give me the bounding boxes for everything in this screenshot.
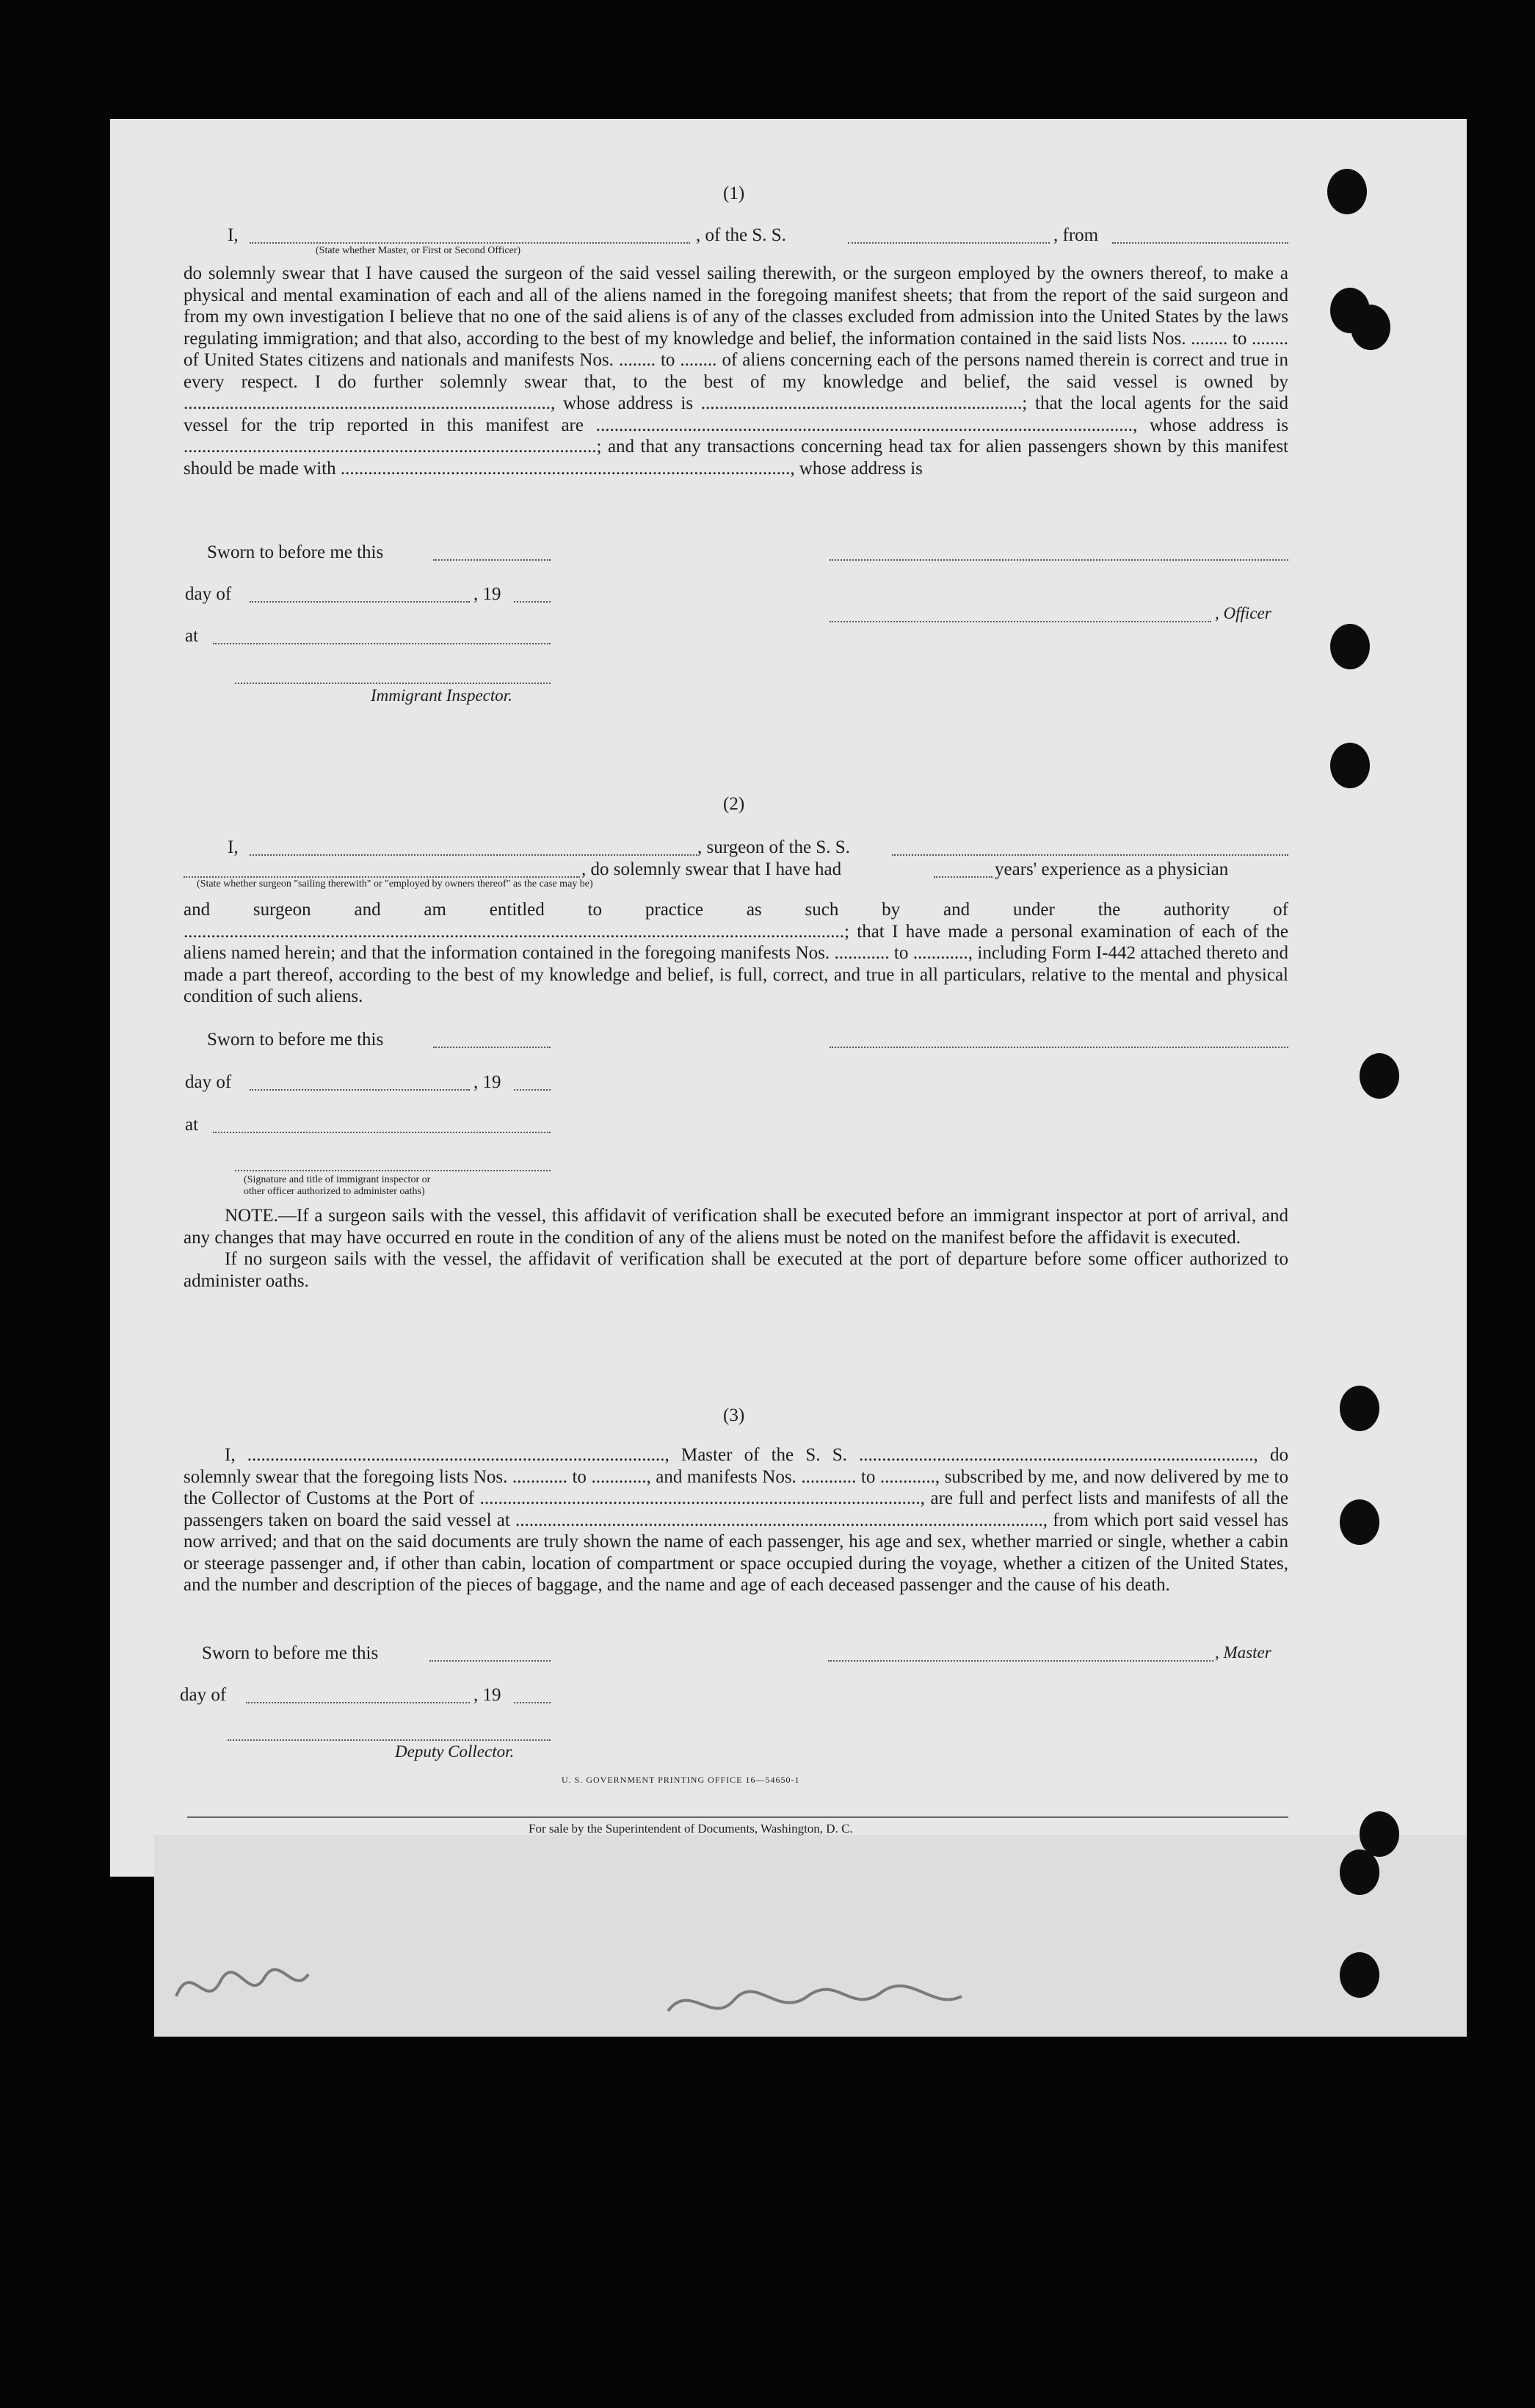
sworn-line — [433, 559, 551, 561]
officer-line — [830, 621, 1211, 622]
note-paragraph: If no surgeon sails with the vessel, the affidavit of verification shall be executed at the port of departure before some officer authorized to administer oaths. — [184, 1249, 1288, 1291]
name-line — [250, 242, 690, 244]
witness-label: (Signature and title of immigrant inspector or — [244, 1174, 431, 1185]
at-line — [213, 643, 551, 644]
oath-paragraph: I, ..........................................................................................., Master of the S. S. ......................................................................................, do solemnly swear that the foregoing lists Nos. ............ to ............, and manifests Nos. ............ to ............, subscribed by me, and now delivered by me to the Collector of Customs at the Port of ................................................................................................, are full and perfect lists and manifests of all the passengers taken on board the said vessel at ..................................................................................................................., from which port said vessel has now arrived; and that on the said documents are truly shown the name of each passenger, his age and sex, whether married or single, whether a cabin or steerage passenger and, if other than cabin, location of compartment or space occupied during the voyage, whether a citizen of the United States, and the number and description of the pieces of baggage, and the name and age of each deceased passenger and the cause of his death. — [184, 1445, 1288, 1595]
sworn-label: Sworn to before me this — [207, 1030, 384, 1050]
capacity-line — [184, 876, 580, 878]
sworn-line — [433, 1047, 551, 1048]
years-label: years' experience as a physician — [995, 859, 1229, 879]
day-of-label: day of — [180, 1685, 227, 1705]
master-signature-line — [828, 1660, 1213, 1662]
master-label: , Master — [1215, 1643, 1271, 1662]
from-line — [1112, 242, 1288, 244]
collector-signature-line — [228, 1739, 551, 1741]
punch-hole — [1330, 743, 1370, 788]
section-number: (1) — [723, 183, 745, 203]
vessel-line — [892, 854, 1288, 856]
section-number: (2) — [723, 794, 745, 814]
year-line — [514, 601, 551, 603]
i-label: I, — [228, 837, 239, 857]
printer-imprint: U. S. GOVERNMENT PRINTING OFFICE 16—54650-1 — [562, 1775, 800, 1785]
day-of-label: day of — [185, 1072, 232, 1092]
year-label: , 19 — [473, 584, 501, 604]
punch-hole — [1351, 305, 1390, 350]
year-line — [514, 1089, 551, 1091]
witness-label: other officer authorized to administer oaths) — [244, 1186, 425, 1197]
at-label: at — [185, 1115, 199, 1135]
collector-label: Deputy Collector. — [395, 1742, 515, 1761]
inspector-signature-line — [235, 683, 551, 684]
day-of-label: day of — [185, 584, 232, 604]
punch-hole — [1360, 1053, 1399, 1099]
inspector-label: Immigrant Inspector. — [371, 686, 512, 705]
punch-hole — [1340, 1499, 1379, 1545]
of-ss-label: , of the S. S. — [696, 225, 786, 245]
state-instruction: (State whether surgeon "sailing therewith" or "employed by owners thereof" as the case may be) — [197, 879, 593, 890]
section-number: (3) — [723, 1405, 745, 1425]
officer-label: , Officer — [1215, 604, 1271, 622]
note-text — [184, 1205, 1288, 1292]
day-line — [246, 1702, 470, 1703]
swear-label: , do solemnly swear that I have had — [581, 859, 842, 879]
surgeon-signature-line — [830, 1047, 1288, 1048]
day-line — [250, 1089, 470, 1091]
sworn-label: Sworn to before me this — [207, 542, 384, 562]
handwriting-scribble — [661, 1974, 969, 2033]
witness-signature-line — [235, 1170, 551, 1171]
sworn-line — [429, 1660, 551, 1662]
year-label: , 19 — [473, 1072, 501, 1092]
state-instruction: (State whether Master, or First or Second Officer) — [316, 245, 521, 256]
from-label: , from — [1053, 225, 1099, 245]
oath-text: and surgeon and am entitled to practice as such by and under the authority of ................................................................................................................................................; that I have made a personal examination of each of the aliens named herein; and that the information contained in the foregoing manifests Nos. ............ to ............, including Form I-442 attached thereto and made a part thereof, according to the best of my knowledge and belief, is full, correct, and true in all particulars, relative to the mental and physical condition of such aliens. — [184, 900, 1288, 1006]
punch-hole — [1340, 1386, 1379, 1431]
handwriting-scribble — [169, 1952, 316, 2018]
punch-hole — [1327, 169, 1367, 214]
i-label: I, — [228, 225, 239, 245]
oath-text: do solemnly swear that I have caused the surgeon of the said vessel sailing therewith, or the surgeon employed by the owners thereof, to make a physical and mental examination of each and all of the aliens named in the foregoing manifest sheets; that from the report of the said surgeon and from my own investigation I believe that no one of the said aliens is of any of the classes excluded from admission into the United States by the laws regulating immigration; and that also, according to the best of my knowledge and belief, the information contained in the said lists Nos. ........ to ........ of United States citizens and nationals and manifests Nos. ........ to ........ of aliens concerning each of the persons named therein is correct and true in every respect. I do further solemnly swear that, to the best of my knowledge and belief, the said vessel is owned by ................................................................................, whose address is ......................................................................; that the local agents for the said vessel for the trip reported in this manifest are ....................................................................................................................., whose address is ..........................................................................................; and that any transactions concerning head tax for alien passengers shown by this manifest should be made with .................................................................................................., whose address is — [184, 263, 1288, 479]
punch-hole — [1340, 1849, 1379, 1895]
year-line — [514, 1702, 551, 1703]
year-label: , 19 — [473, 1685, 501, 1705]
note-paragraph: NOTE.—If a surgeon sails with the vessel, this affidavit of verification shall be executed before an immigrant inspector at port of arrival, and any changes that may have occurred en route in the condition of any of the aliens must be noted on the manifest before the affidavit is executed. — [184, 1206, 1288, 1248]
sale-notice: For sale by the Superintendent of Documents, Washington, D. C. — [529, 1822, 853, 1836]
footer-rule — [187, 1816, 1288, 1818]
oath-text — [184, 1444, 1288, 1596]
day-line — [250, 601, 470, 603]
at-label: at — [185, 626, 199, 646]
punch-hole — [1330, 624, 1370, 669]
officer-signature-line — [830, 559, 1288, 561]
punch-hole — [1340, 1952, 1379, 1998]
years-line — [934, 876, 993, 878]
vessel-line — [848, 242, 1050, 244]
at-line — [213, 1132, 551, 1133]
surgeon-label: , surgeon of the S. S. — [697, 837, 850, 857]
name-line — [250, 854, 697, 856]
sworn-label: Sworn to before me this — [202, 1643, 379, 1663]
